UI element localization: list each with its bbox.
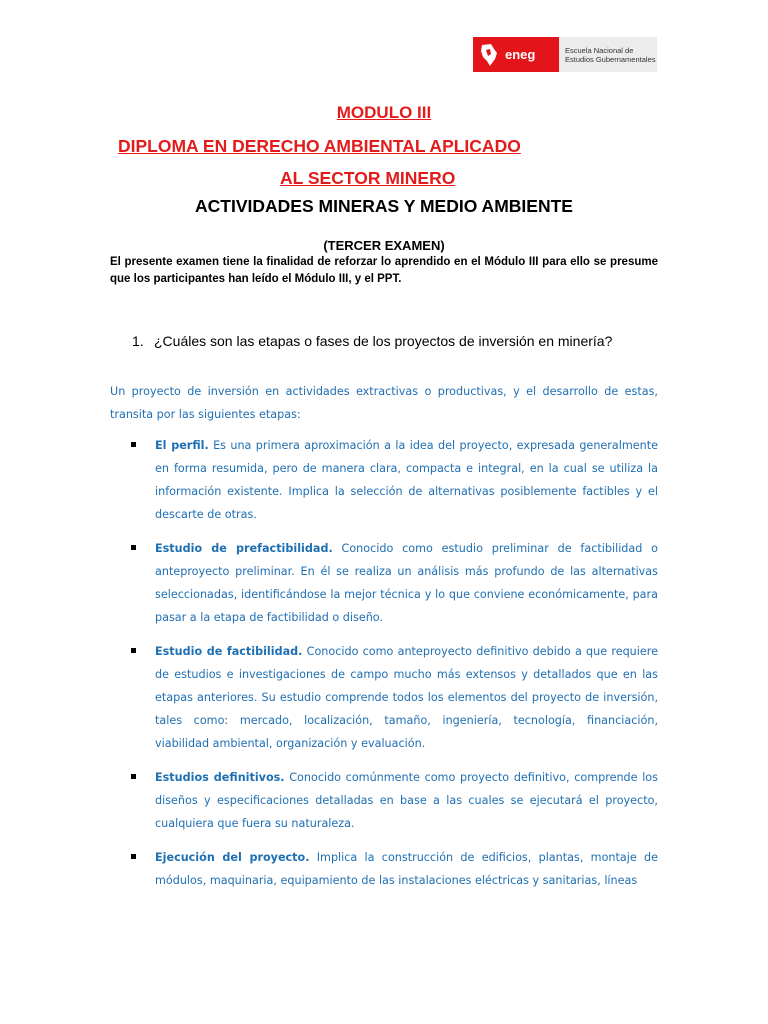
logo-line-2: Estudios Gubernamentales	[565, 54, 656, 64]
logo-brand-block	[473, 37, 559, 72]
stage-text: Es una primera aproximación a la idea del proyecto, expresada generalmente en forma resumida, pero de manera clara, compacta e integral, en la cual se utiliza la información existente. Implica la selección de alternativas posiblemente factibles y el descarte de otras.	[155, 439, 658, 521]
exam-label: (TERCER EXAMEN)	[323, 238, 445, 253]
logo-institution-name	[559, 37, 657, 72]
question-1	[132, 332, 632, 350]
module-title: MODULO III	[336, 103, 432, 122]
eneg-logo	[473, 37, 657, 72]
exam-intro: El presente examen tiene la finalidad de reforzar lo aprendido en el Módulo III para ello se presume que los participantes han leído el Módulo III, y el PPT.	[110, 256, 658, 285]
question-text: ¿Cuáles son las etapas o fases de los proyectos de inversión en minería?	[154, 333, 613, 349]
stage-text: Conocido como anteproyecto definitivo debido a que requiere de estudios e investigaciones de campo mucho más extensos y detallados que en las etapas anteriores. Su estudio comprende todos los elementos del proyecto de inversión, tales como: mercado, localización, tamaño, ingeniería, tecnología, financiación, viabilidad ambiental, organización y evaluación.	[155, 645, 658, 750]
stage-term: Ejecución del proyecto.	[155, 851, 310, 864]
list-item	[131, 640, 658, 755]
stage-text: Conocido comúnmente como proyecto definitivo, comprende los diseños y especificaciones detalladas en base a las cuales se ejecutará el proyecto, cualquiera que fuera su naturaleza.	[155, 771, 658, 830]
square-bullet-icon	[131, 648, 136, 653]
question-number: 1.	[132, 333, 144, 349]
answer-intro: Un proyecto de inversión en actividades extractivas o productivas, y el desarrollo de estas, transita por las siguientes etapas:	[110, 385, 658, 421]
stage-term: El perfil.	[155, 439, 209, 452]
list-item	[131, 766, 658, 835]
list-item	[131, 434, 658, 526]
square-bullet-icon	[131, 442, 136, 447]
stage-term: Estudio de prefactibilidad.	[155, 542, 333, 555]
stages-list	[131, 434, 658, 892]
square-bullet-icon	[131, 545, 136, 550]
stage-term: Estudios definitivos.	[155, 771, 285, 784]
peru-emblem-icon	[479, 43, 499, 67]
diploma-title-line-1: DIPLOMA EN DERECHO AMBIENTAL APLICADO	[118, 136, 521, 156]
square-bullet-icon	[131, 854, 136, 859]
diploma-title-line-2: AL SECTOR MINERO	[280, 168, 456, 188]
stage-term: Estudio de factibilidad.	[155, 645, 303, 658]
logo-line-1: Escuela Nacional de	[565, 45, 634, 55]
stage-text: Implica la construcción de edificios, plantas, montaje de módulos, maquinaria, equipamiento de las instalaciones eléctricas y sanitarias, líneas	[155, 851, 658, 887]
document-subtitle: ACTIVIDADES MINERAS Y MEDIO AMBIENTE	[195, 196, 573, 216]
square-bullet-icon	[131, 774, 136, 779]
list-item	[131, 846, 658, 892]
stage-text: Conocido como estudio preliminar de factibilidad o anteproyecto preliminar. En él se realiza un análisis más profundo de las alternativas seleccionadas, identificándose la mejor técnica y lo que conviene económicamente, para pasar a la etapa de factibilidad o diseño.	[155, 542, 659, 624]
list-item	[131, 537, 658, 629]
logo-brand-text: eneg	[505, 47, 536, 62]
